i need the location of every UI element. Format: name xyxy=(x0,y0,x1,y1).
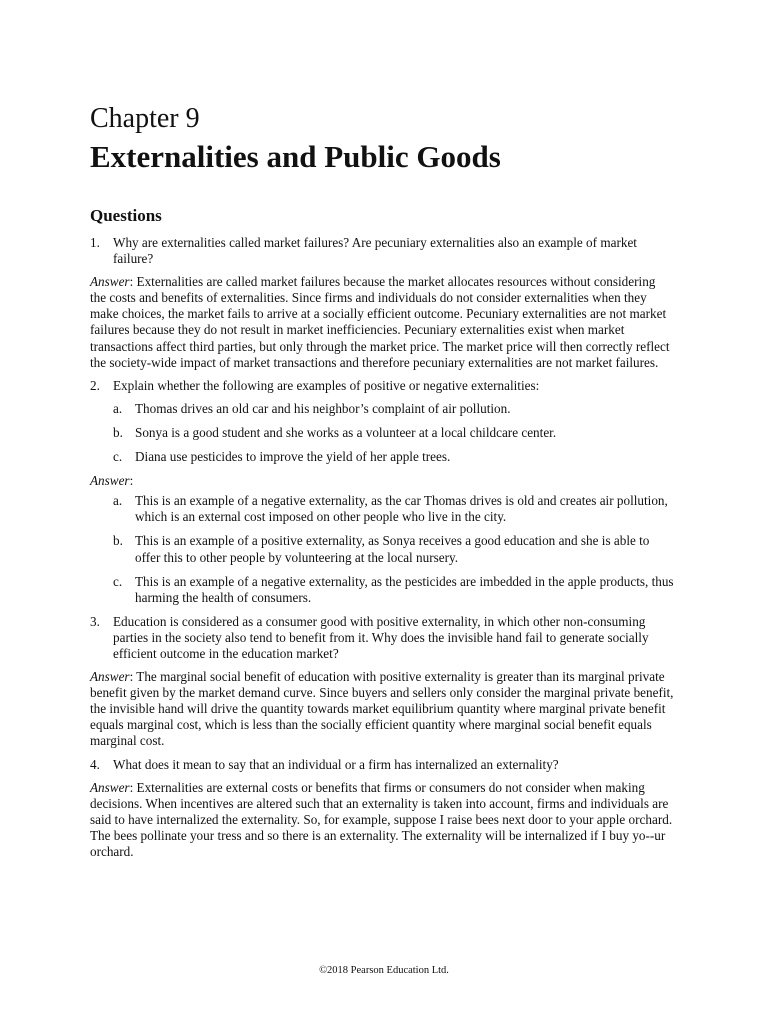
item-letter: c. xyxy=(113,573,123,589)
answer-item xyxy=(113,493,678,525)
question-2 xyxy=(90,378,678,394)
question-item xyxy=(113,449,678,465)
question-item xyxy=(113,425,678,441)
answer-text: : Externalities are called market failures because the market allocates resources without considering the costs and benefits of externalities. Since firms and individuals do not consider externalities when they make choices, the market fails to arrive at a socially efficient outcome. Pecuniary externalities are not market failures because they do not result in market inefficiencies. Pecuniary externalities exist when market transactions affect third parties, but only through the market price. The market price will then correctly reflect the society-wide impact of market transactions and therefore pecuniary externalities are not market failures. xyxy=(90,274,670,370)
question-number: 3. xyxy=(90,613,100,629)
answer-3 xyxy=(90,669,678,749)
answer-item xyxy=(113,533,678,565)
item-letter: c. xyxy=(113,449,123,465)
answer-4 xyxy=(90,780,678,860)
question-3 xyxy=(90,614,678,662)
item-letter: b. xyxy=(113,424,123,440)
question-text: Explain whether the following are examples of positive or negative externalities: xyxy=(113,377,540,393)
answer-label: Answer xyxy=(90,779,130,795)
section-heading: Questions xyxy=(90,206,162,225)
answer-label: Answer xyxy=(90,473,130,489)
question-text: What does it mean to say that an individual or a firm has internalized an externality? xyxy=(113,756,559,772)
footer-copyright: ©2018 Pearson Education Ltd. xyxy=(319,965,449,976)
item-text: Sonya is a good student and she works as a volunteer at a local childcare center. xyxy=(135,424,557,440)
item-text: This is an example of a negative externality, as the car Thomas drives is old and creates air pollution, which is an external cost imposed on other people who live in the city. xyxy=(135,493,668,525)
question-number: 4. xyxy=(90,756,100,772)
item-text: Diana use pesticides to improve the yield of her apple trees. xyxy=(135,449,451,465)
question-text: Why are externalities called market failures? Are pecuniary externalities also an example of market failure? xyxy=(113,235,637,267)
question-text: Education is considered as a consumer good with positive externality, in which other non-consuming parties in the society also tend to benefit from it. Why does the invisible hand fail to generate socially efficient outcome in the education market? xyxy=(113,613,649,661)
item-letter: a. xyxy=(113,493,123,509)
item-letter: a. xyxy=(113,400,123,416)
answer-2-heading xyxy=(90,473,678,489)
answer-text: : Externalities are external costs or benefits that firms or consumers do not consider when making decisions. When incentives are altered such that an externality is taken into account, firms and individuals are said to have internalized the externality. So, for example, suppose I raise bees next door to your apple orchard. The bees pollinate your tress and so there is an externality. The externality will be internalized if I buy yo--ur orchard. xyxy=(90,779,673,859)
questions-body xyxy=(90,235,678,860)
question-1 xyxy=(90,235,678,267)
chapter-label: Chapter 9 xyxy=(90,103,200,134)
item-text: Thomas drives an old car and his neighbor’s complaint of air pollution. xyxy=(135,400,511,416)
answer-label: Answer xyxy=(90,669,130,685)
chapter-title: Externalities and Public Goods xyxy=(90,139,501,174)
question-number: 1. xyxy=(90,235,100,250)
item-letter: b. xyxy=(113,533,123,549)
question-4 xyxy=(90,757,678,773)
answer-colon: : xyxy=(129,473,134,489)
item-text: This is an example of a negative externality, as the pesticides are imbedded in the apple products, thus harming the health of consumers. xyxy=(135,573,674,605)
item-text: This is an example of a positive externality, as Sonya receives a good education and she is able to offer this to other people by volunteering at the local nursery. xyxy=(135,533,650,565)
answer-1 xyxy=(90,274,678,371)
answer-item xyxy=(113,574,678,606)
answer-text: : The marginal social benefit of education with positive externality is greater than its marginal private benefit given by the market demand curve. Since buyers and sellers only consider the marginal private benefit, the invisible hand will drive the quantity towards market equilibrium quantity where marginal private benefit equals marginal cost, which is less than the socially efficient quantity where marginal social benefit equals marginal cost. xyxy=(90,669,674,749)
answer-label: Answer xyxy=(90,274,130,290)
question-item xyxy=(113,401,678,417)
question-number: 2. xyxy=(90,377,100,393)
